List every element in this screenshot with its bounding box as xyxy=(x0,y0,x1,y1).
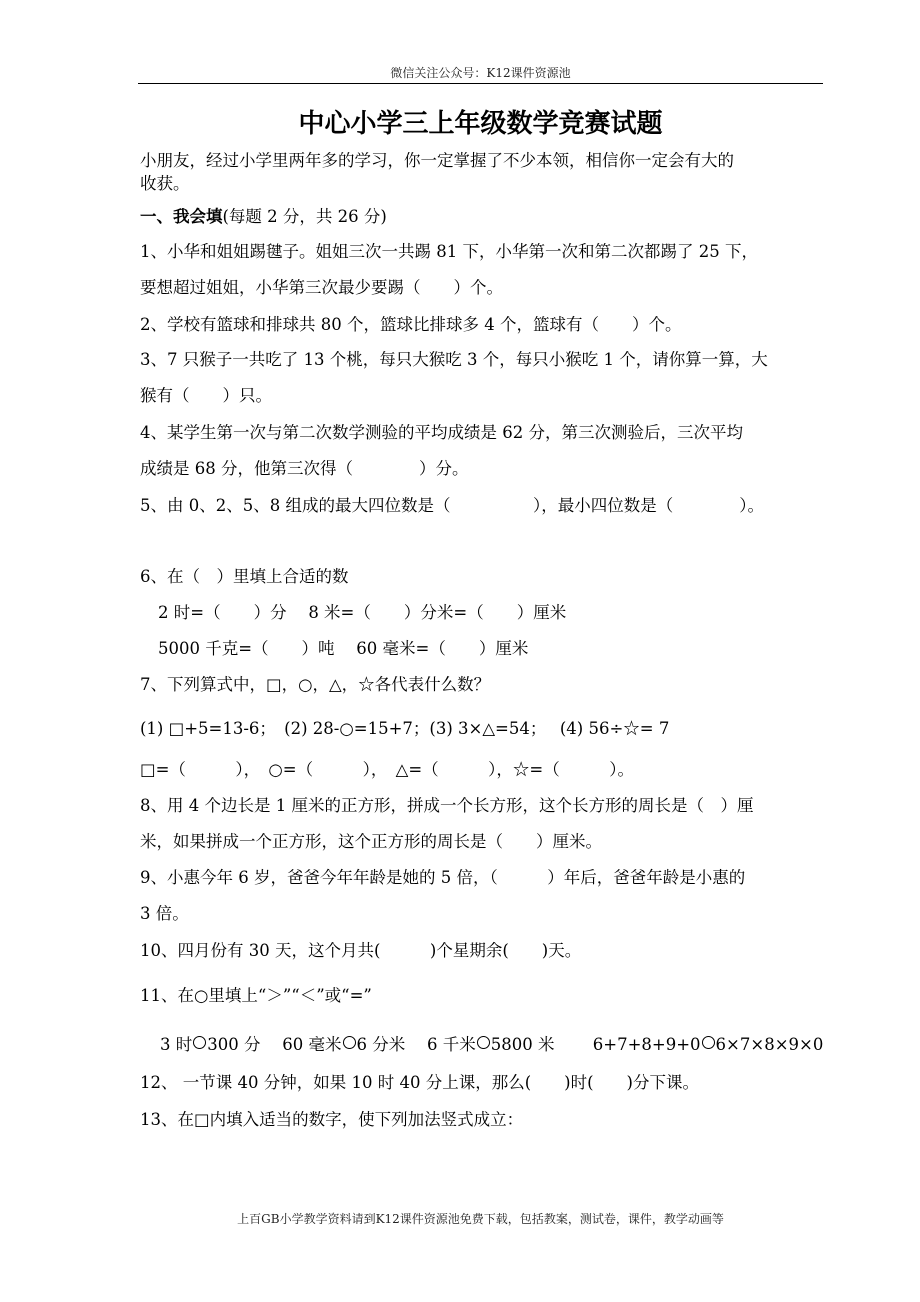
q11-items xyxy=(160,1031,823,1055)
q4-line-2: 成绩是 68 分，他第三次得（ ）分。 xyxy=(140,459,469,478)
page-footer: 上百GB小学教学资料请到K12课件资源池免费下载，包括教案，测试卷，课件，教学动画等 xyxy=(237,1212,724,1226)
section-points: (每题 2 分，共 26 分) xyxy=(222,207,387,226)
intro-line-1: 小朋友，经过小学里两年多的学习，你一定掌握了不少本领，相信你一定会有大的 xyxy=(140,151,734,170)
q13: 13、在□内填入适当的数字，使下列加法竖式成立： xyxy=(140,1110,524,1129)
q2: 2、学校有篮球和排球共 80 个，篮球比排球多 4 个，篮球有（ ）个。 xyxy=(140,315,682,334)
section-heading xyxy=(140,203,387,227)
q6-stem: 6、在（ ）里填上合适的数 xyxy=(140,567,349,586)
q1-line-1: 1、小华和姐姐踢毽子。姐姐三次一共踢 81 下，小华第一次和第二次都踢了 25 下， xyxy=(140,242,758,261)
q6-row-2: 5000 千克=（ ）吨 60 毫米=（ ）厘米 xyxy=(158,639,529,658)
q3-line-1: 3、7 只猴子一共吃了 13 个桃，每只大猴吃 3 个，每只小猴吃 1 个，请你算一算，大 xyxy=(140,350,768,369)
q8-line-1: 8、用 4 个边长是 1 厘米的正方形，拼成一个长方形，这个长方形的周长是（ ）厘 xyxy=(140,796,754,815)
q11-stem: 11、在○里填上“＞”“＜”或“=” xyxy=(140,986,372,1005)
compare-circle-icon xyxy=(343,1036,356,1049)
q4-line-1: 4、某学生第一次与第二次数学测验的平均成绩是 62 分，第三次测验后，三次平均 xyxy=(140,423,743,442)
q10: 10、四月份有 30 天，这个月共( )个星期余( )天。 xyxy=(140,941,582,960)
compare-circle-icon xyxy=(477,1036,490,1049)
q8-line-2: 米，如果拼成一个正方形，这个正方形的周长是（ ）厘米。 xyxy=(140,832,602,851)
q9-line-2: 3 倍。 xyxy=(140,904,189,923)
compare-circle-icon xyxy=(193,1036,206,1049)
q1-line-2: 要想超过姐姐，小华第三次最少要踢（ ）个。 xyxy=(140,278,503,297)
q11-item: 60 毫米 6 分米 xyxy=(282,1035,406,1054)
q11-item: 3 时 300 分 xyxy=(160,1035,261,1054)
page-title: 中心小学三上年级数学竞赛试题 xyxy=(298,109,663,139)
q9-line-1: 9、小惠今年 6 岁，爸爸今年年龄是她的 5 倍，（ ）年后，爸爸年龄是小惠的 xyxy=(140,868,746,887)
q12: 12、 一节课 40 分钟，如果 10 时 40 分上课，那么( )时( )分下课。 xyxy=(140,1073,699,1092)
q6-row-1: 2 时=（ ）分 8 米=（ ）分米=（ ）厘米 xyxy=(158,603,567,622)
q7-stem: 7、下列算式中，□，○，△，☆各代表什么数？ xyxy=(140,675,491,694)
intro-line-2: 收获。 xyxy=(140,174,190,193)
header-rule xyxy=(138,83,823,84)
q7-answers: □=（ ）， ○=（ ）， △=（ ），☆=（ ）。 xyxy=(140,760,634,779)
compare-circle-icon xyxy=(702,1036,715,1049)
q5: 5、由 0、2、5、8 组成的最大四位数是（ ），最小四位数是（ ）。 xyxy=(140,496,764,515)
q3-line-2: 猴有（ ）只。 xyxy=(140,386,272,405)
section-title: 一、我会填 xyxy=(140,207,223,226)
q11-item: 6 千米 5800 米 xyxy=(427,1035,555,1054)
q11-item: 6+7+8+9+0 6×7×8×9×0 xyxy=(592,1035,824,1054)
page-header: 微信关注公众号：K12课件资源池 xyxy=(390,66,571,80)
q7-equations: (1) □+5=13-6； (2) 28-○=15+7；(3) 3×△=54； (4) 56÷☆= 7 xyxy=(140,719,670,738)
